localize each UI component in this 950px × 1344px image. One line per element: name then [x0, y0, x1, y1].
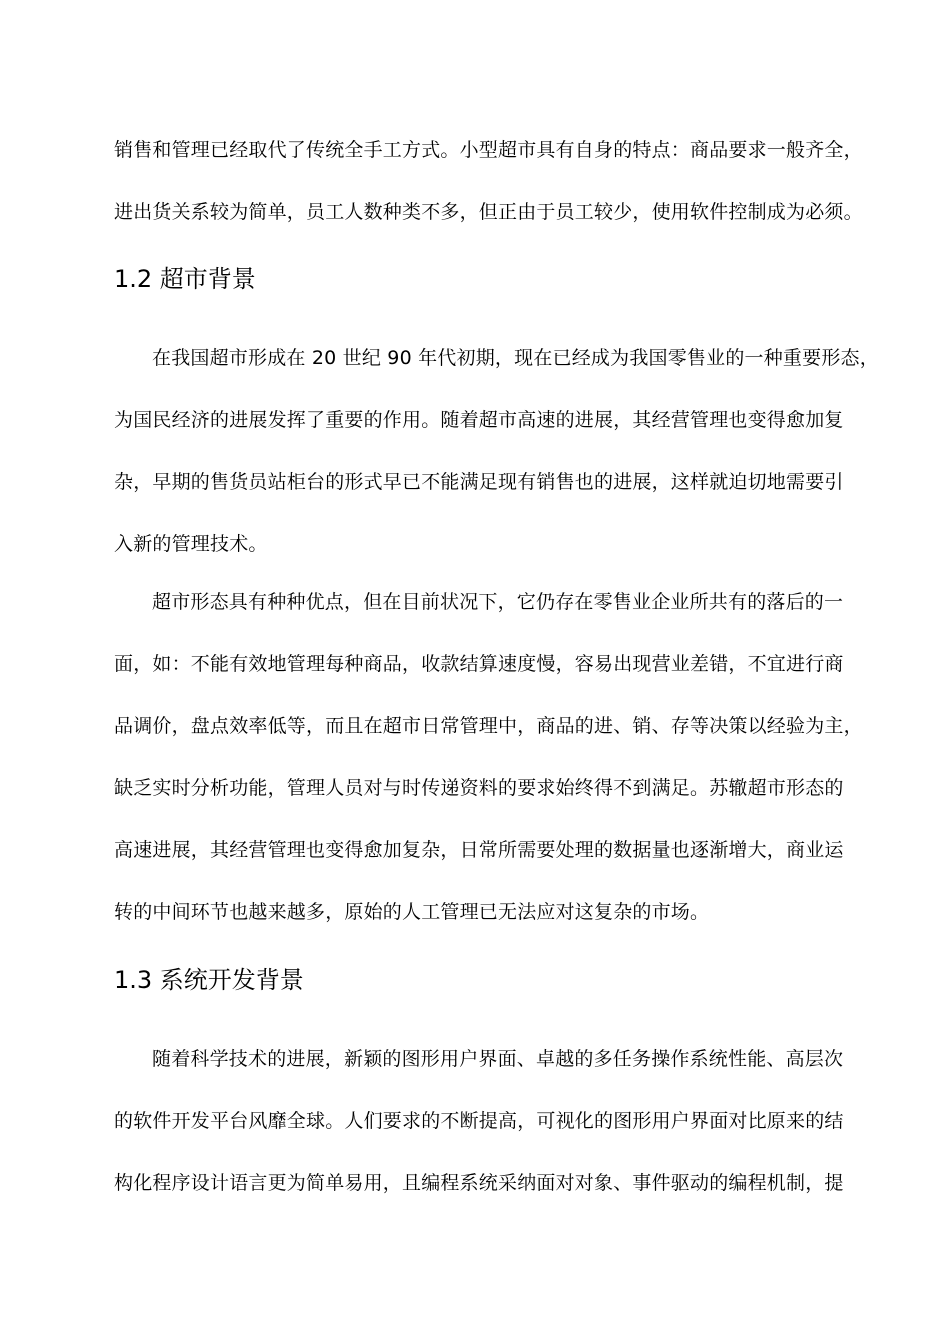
section-heading-1-2: 1.2 超市背景	[114, 265, 256, 293]
paragraph-line: 面，如：不能有效地管理每种商品，收款结算速度慢，容易出现营业差错，不宜进行商	[114, 653, 844, 675]
paragraph-line: 入新的管理技术。	[114, 533, 268, 555]
paragraph-line: 随着科学技术的进展，新颖的图形用户界面、卓越的多任务操作系统性能、高层次	[152, 1048, 844, 1070]
paragraph-line: 品调价，盘点效率低等，而且在超市日常管理中，商品的进、销、存等决策以经验为主，	[114, 715, 863, 737]
paragraph-line: 构化程序设计语言更为简单易用，且编程系统采纳面对对象、事件驱动的编程机制，提	[114, 1172, 844, 1194]
intro-line: 进出货关系较为简单，员工人数种类不多，但正由于员工较少，使用软件控制成为必须。	[114, 201, 863, 223]
paragraph-line: 转的中间环节也越来越多，原始的人工管理已无法应对这复杂的市场。	[114, 901, 710, 923]
paragraph-line: 杂，早期的售货员站柜台的形式早已不能满足现有销售也的进展，这样就迫切地需要引	[114, 471, 844, 493]
paragraph-line: 为国民经济的进展发挥了重要的作用。随着超市高速的进展，其经营管理也变得愈加复	[114, 409, 844, 431]
paragraph-line: 超市形态具有种种优点，但在目前状况下，它仍存在零售业企业所共有的落后的一	[152, 591, 844, 613]
section-heading-1-3: 1.3 系统开发背景	[114, 966, 304, 994]
paragraph-line: 高速进展，其经营管理也变得愈加复杂，日常所需要处理的数据量也逐渐增大，商业运	[114, 839, 844, 861]
paragraph-line: 的软件开发平台风靡全球。人们要求的不断提高，可视化的图形用户界面对比原来的结	[114, 1110, 844, 1132]
paragraph-line: 在我国超市形成在 20 世纪 90 年代初期，现在已经成为我国零售业的一种重要形态，	[152, 347, 879, 369]
paragraph-line: 缺乏实时分析功能，管理人员对与时传递资料的要求始终得不到满足。苏辙超市形态的	[114, 777, 844, 799]
intro-line: 销售和管理已经取代了传统全手工方式。小型超市具有自身的特点：商品要求一般齐全，	[114, 139, 863, 161]
